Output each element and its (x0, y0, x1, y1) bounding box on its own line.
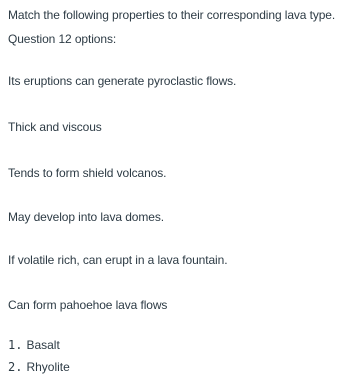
match-statement: Thick and viscous (8, 120, 102, 134)
question-text: Match the following properties to their corresponding lava type. (8, 8, 336, 22)
answer-option-label: Basalt (26, 338, 60, 352)
match-statement: Its eruptions can generate pyroclastic flows. (8, 74, 237, 88)
answer-option-number: 2. (8, 360, 23, 374)
question-options-label: Question 12 options: (8, 32, 117, 46)
answer-option-label: Rhyolite (26, 360, 70, 374)
match-statement: May develop into lava domes. (8, 210, 164, 224)
match-statement: Tends to form shield volcanos. (8, 166, 167, 180)
answer-option-number: 1. (8, 338, 23, 352)
match-statement: Can form pahoehoe lava flows (8, 298, 168, 312)
answer-option-basalt (8, 338, 60, 353)
answer-option-rhyolite (8, 360, 70, 375)
match-statement: If volatile rich, can erupt in a lava fountain. (8, 253, 228, 267)
